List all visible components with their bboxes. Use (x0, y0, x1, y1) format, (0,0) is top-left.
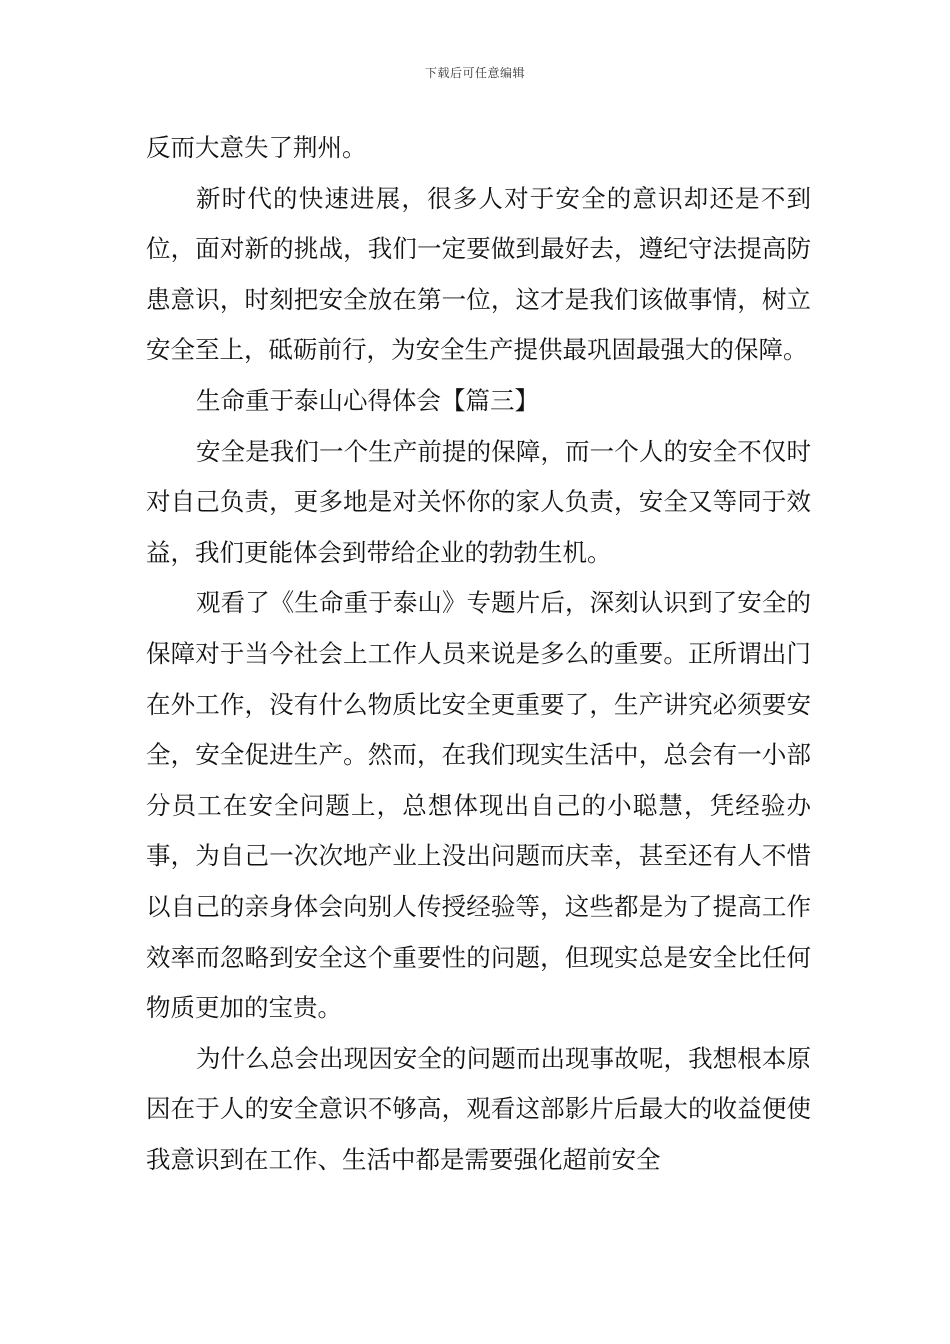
paragraph-continuation: 反而大意失了荆州。 (146, 133, 367, 162)
paragraph: 安全是我们一个生产前提的保障，而一个人的安全不仅时对自己负责，更多地是对关怀你的家人负责，安全又等同于效益，我们更能体会到带给企业的勃勃生机。 (146, 436, 811, 567)
paragraph: 新时代的快速进展，很多人对于安全的意识却还是不到位，面对新的挑战，我们一定要做到最好去，遵纪守法提高防患意识，时刻把安全放在第一位，这才是我们该做事情，树立安全至上，砥砺前行，为安全生产提供最巩固最强大的保障。 (146, 183, 811, 365)
paragraph: 观看了《生命重于泰山》专题片后，深刻认识到了安全的保障对于当今社会上工作人员来说是多么的重要。正所谓出门在外工作，没有什么物质比安全更重要了，生产讲究必须要安全，安全促进生产。然而，在我们现实生活中，总会有一小部分员工在安全问题上，总想体现出自己的小聪慧，凭经验办事，为自己一次次地产业上没出问题而庆幸，甚至还有人不惜以自己的亲身体会向别人传授经验等，这些都是为了提高工作效率而忽略到安全这个重要性的问题，但现实总是安全比任何物质更加的宝贵。 (146, 588, 811, 1023)
page-header: 下载后可任意编辑 (424, 66, 525, 80)
document-body (146, 123, 811, 1185)
paragraph: 为什么总会出现因安全的问题而出现事故呢，我想根本原因在于人的安全意识不够高，观看这部影片后最大的收益便使我意识到在工作、生活中都是需要强化超前安全 (146, 1043, 811, 1174)
section-heading: 生命重于泰山心得体会【篇三】 (196, 385, 539, 415)
